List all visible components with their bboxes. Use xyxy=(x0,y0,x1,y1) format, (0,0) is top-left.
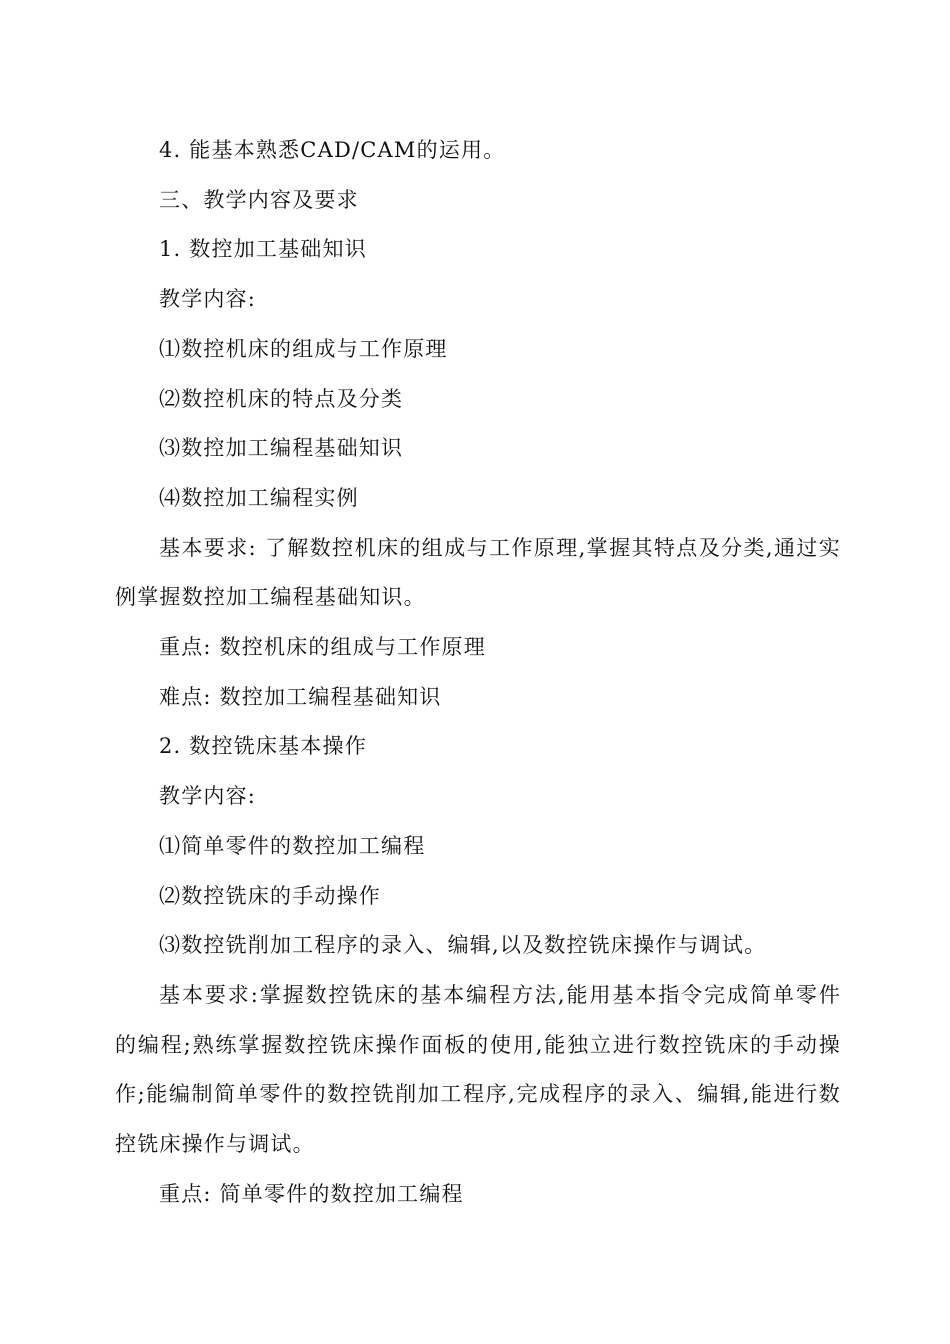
key-point-2: 重点: 简单零件的数控加工编程 xyxy=(159,1181,464,1206)
difficult-point-1: 难点: 数控加工编程基础知识 xyxy=(159,684,442,709)
section-heading-teaching-content: 三、教学内容及要求 xyxy=(159,187,359,212)
content-item-2-2: ⑵数控铣床的手动操作 xyxy=(159,883,381,908)
subsection-heading-1: 1. 数控加工基础知识 xyxy=(159,237,367,262)
content-item-1-3: ⑶数控加工编程基础知识 xyxy=(159,436,404,461)
content-item-1-4: ⑷数控加工编程实例 xyxy=(159,485,359,510)
teaching-content-label-1: 教学内容: xyxy=(159,287,257,312)
basic-requirements-2: 基本要求:掌握数控铣床的基本编程方法,能用基本指令完成简单零件的编程;熟练掌握数控铣床操作面板的使用,能独立进行数控铣床的手动操作;能编制简单零件的数控铣削加工程序,完成程序的录入、编辑,能进行数控铣床操作与调试。 xyxy=(115,982,841,1157)
content-item-2-3: ⑶数控铣削加工程序的录入、编辑,以及数控铣床操作与调试。 xyxy=(159,933,767,958)
teaching-content-label-2: 教学内容: xyxy=(159,784,257,809)
content-item-1-2: ⑵数控机床的特点及分类 xyxy=(159,386,404,411)
content-item-2-1: ⑴简单零件的数控加工编程 xyxy=(159,833,426,858)
subsection-heading-2: 2. 数控铣床基本操作 xyxy=(159,734,367,759)
key-point-1: 重点: 数控机床的组成与工作原理 xyxy=(159,635,486,660)
content-item-1-1: ⑴数控机床的组成与工作原理 xyxy=(159,336,448,361)
basic-requirements-1: 基本要求: 了解数控机床的组成与工作原理,掌握其特点及分类,通过实例掌握数控加工编程基础知识。 xyxy=(115,535,841,610)
document-body xyxy=(115,126,841,1219)
list-item-cad-cam: 4. 能基本熟悉CAD/CAM的运用。 xyxy=(159,138,506,162)
